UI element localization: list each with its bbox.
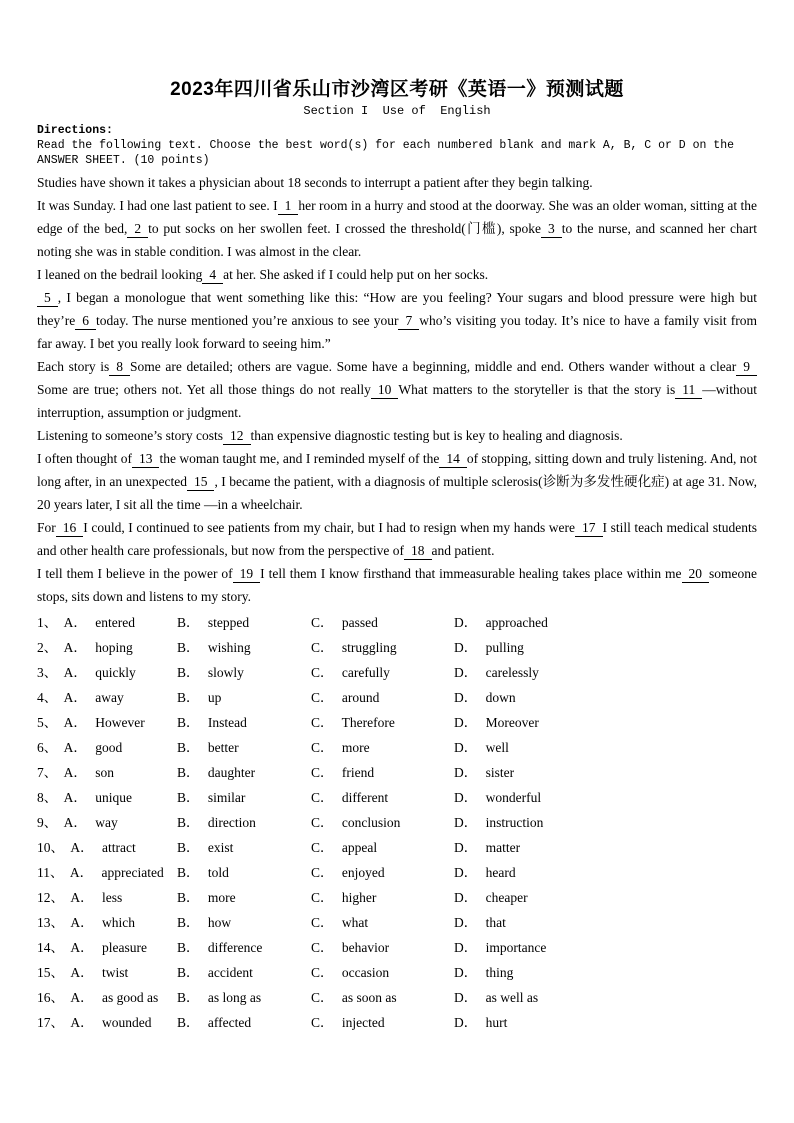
question-option-b (177, 635, 311, 660)
option-text-c: struggling (341, 640, 397, 655)
option-text-d: cheaper (485, 890, 528, 905)
question-option-a (37, 710, 177, 735)
question-option-d (454, 835, 757, 860)
option-letter-a: A． (70, 965, 94, 980)
option-text-c: what (341, 915, 369, 930)
option-text-b: direction (207, 815, 256, 830)
option-text-a: twist (102, 965, 129, 980)
question-option-b (177, 835, 311, 860)
option-text-d: thing (485, 965, 514, 980)
question-number: 5、 (37, 715, 58, 730)
question-row (37, 710, 757, 735)
option-letter-c: C． (311, 665, 334, 680)
question-option-d (454, 685, 757, 710)
option-letter-d: D． (454, 690, 478, 705)
passage (37, 171, 757, 608)
option-letter-d: D． (454, 615, 478, 630)
option-letter-d: D． (454, 990, 478, 1005)
question-option-a (37, 610, 177, 635)
option-letter-b: B． (177, 990, 200, 1005)
question-option-a (37, 735, 177, 760)
option-text-b: stepped (207, 615, 250, 630)
option-text-a: way (95, 815, 118, 830)
question-option-c (311, 960, 454, 985)
option-letter-d: D． (454, 915, 478, 930)
question-row (37, 960, 757, 985)
option-letter-b: B． (177, 665, 200, 680)
option-letter-c: C． (311, 790, 334, 805)
question-option-a (37, 885, 177, 910)
option-letter-d: D． (454, 965, 478, 980)
option-text-d: Moreover (485, 715, 539, 730)
option-letter-a: A． (69, 865, 94, 880)
question-option-c (311, 610, 454, 635)
option-text-a: as good as (102, 990, 159, 1005)
option-letter-a: A． (70, 990, 94, 1005)
question-row (37, 760, 757, 785)
passage-paragraph: I tell them I believe in the power of 19 I tell them I know firsthand that immeasurable healing takes place within me 20 someone stops, sits down and listens to my story. (37, 566, 758, 604)
question-option-d (454, 860, 757, 885)
option-text-a: quickly (95, 665, 136, 680)
question-option-b (177, 710, 311, 735)
option-text-a: entered (95, 615, 135, 630)
question-option-a (37, 960, 177, 985)
question-option-c (311, 685, 454, 710)
question-option-c (311, 810, 454, 835)
option-letter-d: D． (454, 815, 478, 830)
question-option-d (454, 760, 757, 785)
question-option-b (177, 885, 311, 910)
passage-paragraph: For 16 I could, I continued to see patients from my chair, but I had to resign when my hands were 17 I still teach medical students and other health care professionals, but now from the perspective of 18 and patient. (37, 520, 758, 558)
option-text-a: hoping (95, 640, 133, 655)
question-option-c (311, 860, 454, 885)
option-letter-a: A． (70, 840, 94, 855)
option-text-b: exist (207, 840, 234, 855)
cloze-blank: 13 (132, 450, 160, 468)
option-letter-d: D． (454, 840, 478, 855)
question-option-d (454, 1010, 757, 1035)
cloze-blank: 19 (233, 565, 261, 583)
cloze-blank: 5 (37, 289, 58, 307)
option-letter-b: B． (177, 740, 200, 755)
option-text-c: injected (341, 1015, 385, 1030)
option-letter-b: B． (177, 915, 200, 930)
option-letter-c: C． (311, 690, 334, 705)
question-option-b (177, 1010, 311, 1035)
question-option-d (454, 735, 757, 760)
option-letter-a: A． (63, 640, 87, 655)
cloze-blank: 10 (371, 381, 399, 399)
question-option-a (37, 660, 177, 685)
option-text-b: similar (207, 790, 246, 805)
option-text-b: affected (207, 1015, 252, 1030)
option-text-d: hurt (485, 1015, 508, 1030)
option-text-a: unique (95, 790, 132, 805)
question-option-b (177, 910, 311, 935)
question-number: 1、 (37, 615, 58, 630)
option-text-a: which (102, 915, 135, 930)
question-option-b (177, 935, 311, 960)
option-text-d: as well as (485, 990, 539, 1005)
question-option-a (37, 760, 177, 785)
question-option-b (177, 785, 311, 810)
option-text-b: up (207, 690, 222, 705)
cloze-blank: 14 (439, 450, 467, 468)
option-letter-b: B． (177, 815, 200, 830)
option-text-c: carefully (341, 665, 390, 680)
option-text-b: told (207, 865, 229, 880)
cloze-blank: 7 (398, 312, 419, 330)
question-option-d (454, 960, 757, 985)
option-text-a: wounded (102, 1015, 152, 1030)
question-row (37, 860, 757, 885)
option-letter-d: D． (454, 765, 478, 780)
option-text-a: away (95, 690, 124, 705)
option-letter-b: B． (177, 840, 200, 855)
question-row (37, 910, 757, 935)
question-number: 3、 (37, 665, 58, 680)
cloze-blank: 18 (404, 542, 432, 560)
option-letter-d: D． (454, 715, 478, 730)
option-letter-b: B． (177, 790, 200, 805)
question-option-c (311, 735, 454, 760)
passage-paragraph: 5 , I began a monologue that went something like this: “How are you feeling? Your sugars and blood pressure were high but they’re 6 today. The nurse mentioned you’re anxious to see your 7 who’s visiting you today. It’s nice to have a family visit from far away. I bet you really look forward to seeing him.” (37, 290, 757, 351)
option-letter-a: A． (70, 1015, 94, 1030)
option-letter-b: B． (177, 640, 200, 655)
cloze-blank: 8 (109, 358, 130, 376)
option-text-c: appeal (341, 840, 378, 855)
question-option-c (311, 835, 454, 860)
option-text-d: approached (485, 615, 548, 630)
question-option-d (454, 610, 757, 635)
option-text-b: better (207, 740, 239, 755)
question-number: 8、 (37, 790, 58, 805)
question-option-a (37, 860, 177, 885)
option-text-c: friend (341, 765, 375, 780)
option-text-c: Therefore (341, 715, 395, 730)
question-option-c (311, 1010, 454, 1035)
question-option-b (177, 985, 311, 1010)
option-text-d: heard (485, 865, 516, 880)
option-letter-a: A． (63, 815, 87, 830)
option-letter-b: B． (177, 865, 200, 880)
option-letter-a: A． (70, 915, 94, 930)
question-row (37, 635, 757, 660)
question-number: 16、 (37, 990, 64, 1005)
question-row (37, 885, 757, 910)
question-option-d (454, 935, 757, 960)
question-option-a (37, 1010, 177, 1035)
option-letter-b: B． (177, 890, 200, 905)
option-text-b: more (207, 890, 236, 905)
passage-paragraph: Listening to someone’s story costs 12 than expensive diagnostic testing but is key to healing and diagnosis. (37, 428, 623, 443)
cloze-blank: 20 (682, 565, 710, 583)
option-text-b: slowly (207, 665, 244, 680)
option-text-a: However (95, 715, 145, 730)
question-option-b (177, 760, 311, 785)
option-letter-b: B． (177, 615, 200, 630)
question-option-d (454, 985, 757, 1010)
cloze-blank: 16 (56, 519, 84, 537)
option-letter-a: A． (63, 740, 87, 755)
cloze-blank: 4 (202, 266, 223, 284)
question-number: 6、 (37, 740, 58, 755)
option-text-b: daughter (207, 765, 256, 780)
questions-list (37, 610, 757, 1035)
question-option-d (454, 785, 757, 810)
cloze-blank: 2 (127, 220, 148, 238)
option-letter-c: C． (311, 940, 334, 955)
option-text-d: matter (485, 840, 521, 855)
option-text-d: carelessly (485, 665, 539, 680)
option-letter-b: B． (177, 1015, 200, 1030)
option-letter-b: B． (177, 715, 200, 730)
option-letter-c: C． (311, 840, 334, 855)
option-text-c: occasion (341, 965, 390, 980)
question-option-b (177, 810, 311, 835)
question-number: 11、 (37, 865, 64, 880)
option-text-a: attract (102, 840, 136, 855)
option-letter-a: A． (70, 940, 94, 955)
option-letter-d: D． (454, 640, 478, 655)
question-option-c (311, 935, 454, 960)
option-letter-c: C． (311, 815, 334, 830)
option-letter-a: A． (63, 715, 87, 730)
option-letter-b: B． (177, 765, 200, 780)
option-text-b: accident (207, 965, 253, 980)
question-number: 12、 (37, 890, 64, 905)
option-letter-b: B． (177, 940, 200, 955)
option-letter-d: D． (454, 890, 478, 905)
option-text-d: that (485, 915, 506, 930)
option-letter-c: C． (311, 1015, 334, 1030)
option-text-c: different (341, 790, 389, 805)
question-option-d (454, 710, 757, 735)
question-option-b (177, 735, 311, 760)
option-letter-a: A． (70, 890, 94, 905)
question-row (37, 785, 757, 810)
question-option-a (37, 810, 177, 835)
question-option-a (37, 910, 177, 935)
option-letter-c: C． (311, 765, 334, 780)
option-text-a: pleasure (102, 940, 147, 955)
option-text-b: Instead (207, 715, 247, 730)
question-option-b (177, 610, 311, 635)
question-row (37, 985, 757, 1010)
page-title: 2023年四川省乐山市沙湾区考研《英语一》预测试题 (170, 79, 624, 100)
question-number: 4、 (37, 690, 58, 705)
passage-paragraph: It was Sunday. I had one last patient to see. I 1 her room in a hurry and stood at the doorway. She was an older woman, sitting at the edge of the bed, 2 to put socks on her swollen feet. I crossed the threshold(门槛), spoke 3 to the nurse, and scanned her chart noting she was in stable condition. I was almost in the clear. (37, 198, 757, 259)
question-number: 17、 (37, 1015, 64, 1030)
option-text-c: higher (341, 890, 377, 905)
option-letter-c: C． (311, 990, 334, 1005)
option-letter-b: B． (177, 965, 200, 980)
directions-label: Directions: (37, 124, 113, 137)
question-option-c (311, 760, 454, 785)
option-text-d: importance (485, 940, 547, 955)
question-option-a (37, 685, 177, 710)
question-option-d (454, 910, 757, 935)
question-option-c (311, 985, 454, 1010)
question-option-d (454, 885, 757, 910)
option-text-c: enjoyed (341, 865, 385, 880)
option-text-d: well (485, 740, 509, 755)
question-option-b (177, 685, 311, 710)
question-number: 7、 (37, 765, 58, 780)
cloze-blank: 11 (675, 381, 702, 399)
question-option-a (37, 935, 177, 960)
cloze-blank: 15 (187, 473, 215, 491)
question-row (37, 810, 757, 835)
passage-paragraph: Studies have shown it takes a physician about 18 seconds to interrupt a patient after they begin talking. (37, 175, 593, 190)
question-option-b (177, 960, 311, 985)
option-text-c: passed (341, 615, 378, 630)
question-number: 14、 (37, 940, 64, 955)
option-text-c: around (341, 690, 380, 705)
option-letter-d: D． (454, 1015, 478, 1030)
question-option-a (37, 985, 177, 1010)
option-letter-c: C． (311, 915, 334, 930)
question-option-c (311, 635, 454, 660)
question-option-d (454, 635, 757, 660)
question-row (37, 660, 757, 685)
passage-paragraph: Each story is 8 Some are detailed; others are vague. Some have a beginning, middle and end. Others wander without a clear 9Some are true; others not. Yet all those things do not really 10 What matters to the storyteller is that the story is 11 —without interruption, assumption or judgment. (37, 359, 757, 420)
option-letter-d: D． (454, 740, 478, 755)
option-text-a: appreciated (101, 865, 164, 880)
option-letter-a: A． (63, 690, 87, 705)
option-text-a: good (95, 740, 123, 755)
question-number: 15、 (37, 965, 64, 980)
question-row (37, 835, 757, 860)
option-letter-d: D． (454, 940, 478, 955)
question-option-d (454, 810, 757, 835)
question-option-a (37, 785, 177, 810)
option-text-b: as long as (207, 990, 262, 1005)
question-option-b (177, 660, 311, 685)
question-row (37, 610, 757, 635)
option-letter-a: A． (63, 665, 87, 680)
option-text-d: sister (485, 765, 515, 780)
cloze-blank: 1 (278, 197, 299, 215)
option-text-c: conclusion (341, 815, 401, 830)
option-text-a: less (102, 890, 123, 905)
option-text-b: how (207, 915, 232, 930)
cloze-blank: 17 (575, 519, 603, 537)
option-letter-c: C． (311, 640, 334, 655)
question-row (37, 1010, 757, 1035)
passage-paragraph: I leaned on the bedrail looking 4 at her. She asked if I could help put on her socks. (37, 267, 489, 282)
option-letter-c: C． (311, 740, 334, 755)
option-letter-c: C． (311, 965, 334, 980)
option-letter-a: A． (63, 615, 87, 630)
cloze-blank: 12 (223, 427, 251, 445)
passage-paragraph: I often thought of 13 the woman taught me, and I reminded myself of the 14 of stopping, sitting down and truly listening. And, not long after, in an unexpected 15 , I became the patient, with a diagnosis of multiple sclerosis(诊断为多发性硬化症) at age 31. Now, 20 years later, I sit all the time —in a wheelchair. (37, 451, 758, 512)
option-text-d: wonderful (485, 790, 542, 805)
option-letter-c: C． (311, 865, 334, 880)
option-letter-a: A． (63, 790, 87, 805)
cloze-blank: 9 (736, 358, 757, 376)
option-letter-d: D． (454, 790, 478, 805)
question-number: 10、 (37, 840, 64, 855)
option-letter-c: C． (311, 890, 334, 905)
cloze-blank: 6 (75, 312, 96, 330)
question-option-b (177, 860, 311, 885)
option-text-d: instruction (485, 815, 544, 830)
option-letter-c: C． (311, 615, 334, 630)
option-letter-d: D． (454, 865, 478, 880)
option-text-c: as soon as (341, 990, 397, 1005)
question-option-c (311, 710, 454, 735)
option-text-d: pulling (485, 640, 524, 655)
option-text-b: wishing (207, 640, 251, 655)
question-option-d (454, 660, 757, 685)
option-text-a: son (95, 765, 115, 780)
option-letter-a: A． (63, 765, 87, 780)
question-number: 13、 (37, 915, 64, 930)
cloze-blank: 3 (541, 220, 562, 238)
option-text-d: down (485, 690, 516, 705)
question-number: 2、 (37, 640, 58, 655)
question-option-a (37, 835, 177, 860)
question-option-c (311, 910, 454, 935)
option-text-b: difference (207, 940, 263, 955)
question-option-c (311, 660, 454, 685)
question-row (37, 935, 757, 960)
question-option-c (311, 885, 454, 910)
question-row (37, 685, 757, 710)
option-letter-c: C． (311, 715, 334, 730)
option-letter-d: D． (454, 665, 478, 680)
question-option-c (311, 785, 454, 810)
option-text-c: more (341, 740, 370, 755)
question-option-a (37, 635, 177, 660)
option-letter-b: B． (177, 690, 200, 705)
question-number: 9、 (37, 815, 58, 830)
section-heading: Section I Use of English (303, 104, 491, 118)
option-text-c: behavior (341, 940, 390, 955)
question-row (37, 735, 757, 760)
directions-text: Read the following text. Choose the best word(s) for each numbered blank and mark A, B, C or D on the ANSWER SHEET. (10 points) (37, 139, 741, 167)
